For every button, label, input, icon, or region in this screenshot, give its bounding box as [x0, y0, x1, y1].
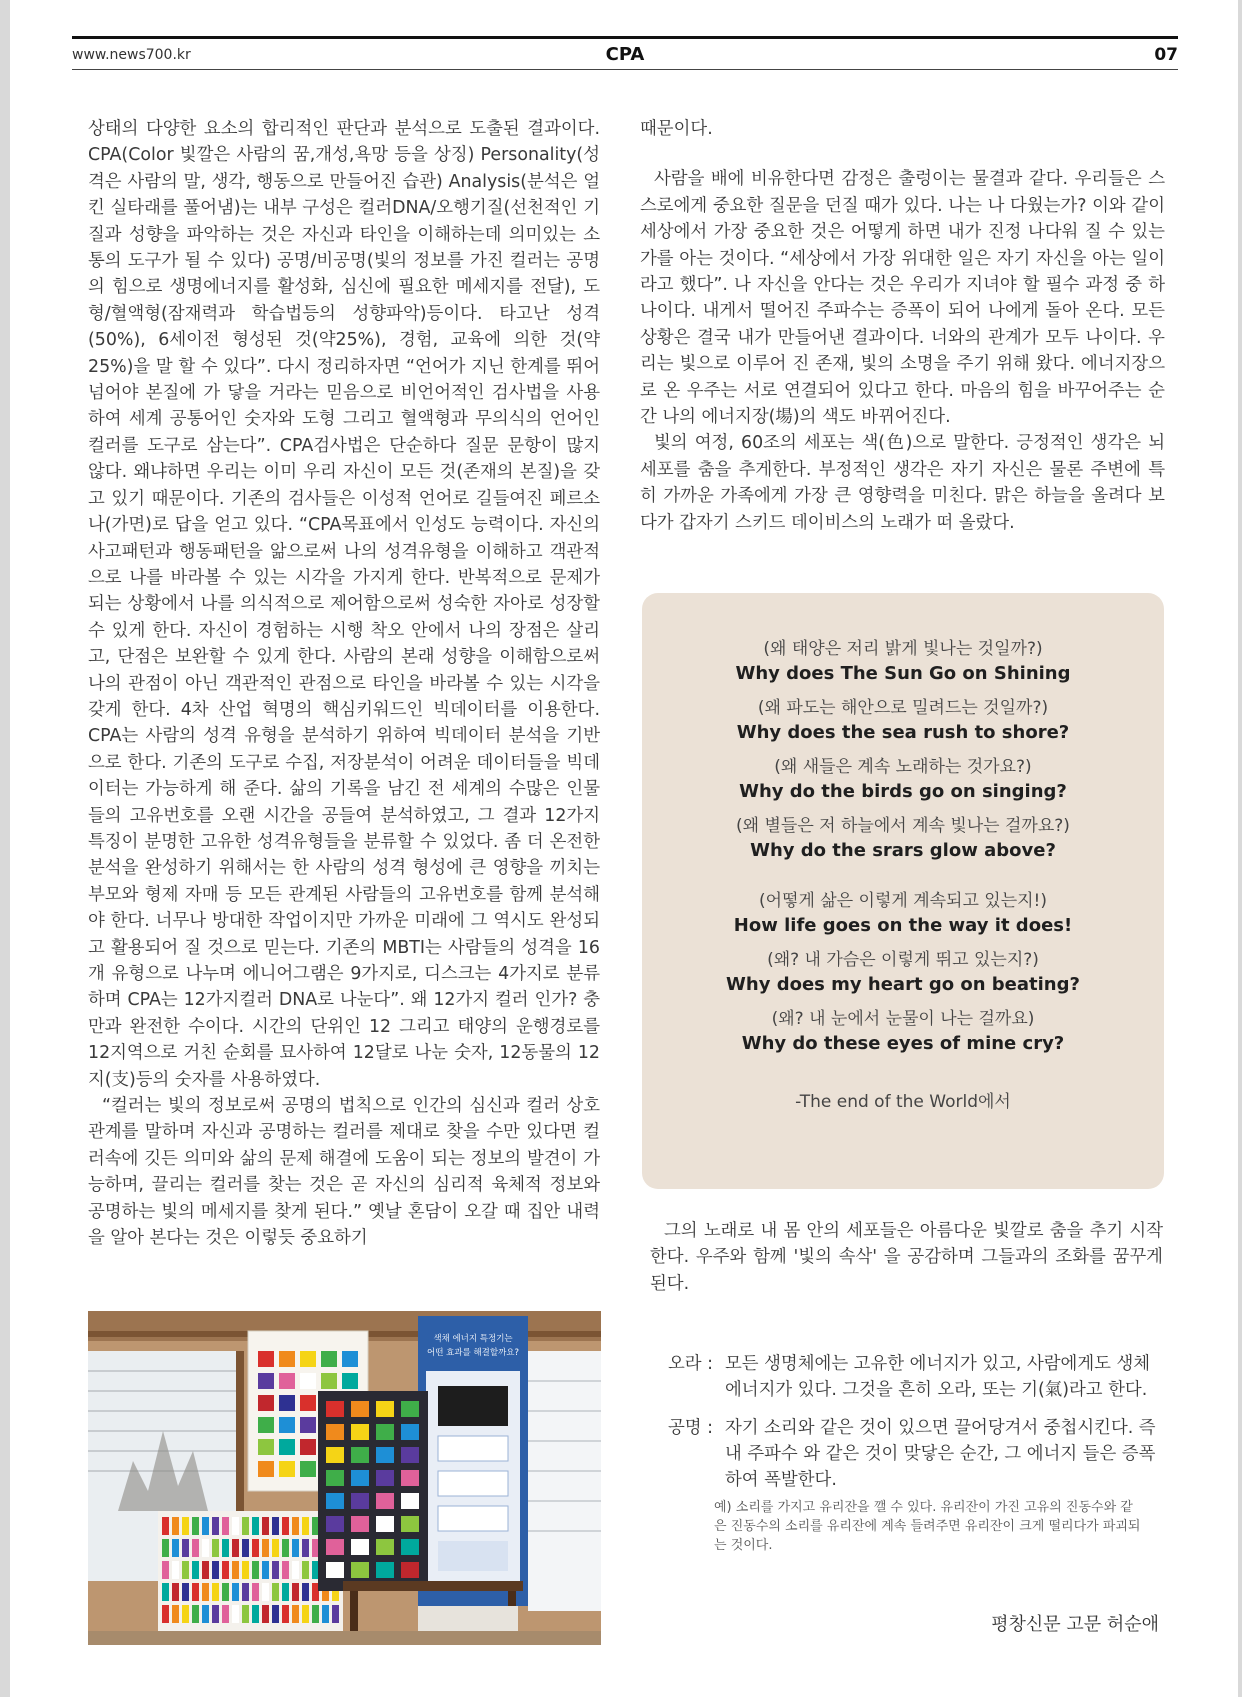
poster-swatch: [279, 1395, 295, 1411]
poster-swatch: [300, 1461, 316, 1477]
color-chip: [351, 1470, 369, 1486]
bottle: [172, 1539, 179, 1557]
banner-title-1: 색채 에너지 특정기는: [433, 1334, 513, 1344]
color-chip: [401, 1539, 419, 1555]
bottle: [232, 1517, 239, 1535]
bottle: [282, 1605, 289, 1623]
right-paragraph-3: 빛의 여정, 60조의 세포는 색(色)으로 말한다. 긍정적인 생각은 뇌 세포를 춤을 추게한다. 부정적인 생각은 자기 자신은 물론 주변에 특히 가까운 가족에게 가장 큰 영향력을 미친다. 맑은 하늘을 올려다 보다가 갑자기 스키드 데이비스의 노래가 떠 올랐다.: [640, 433, 1165, 533]
color-chip: [351, 1539, 369, 1555]
bottle: [302, 1561, 309, 1579]
lyric-english: Why do these eyes of mine cry?: [741, 1033, 1065, 1054]
color-chip: [326, 1424, 344, 1440]
color-chip: [401, 1401, 419, 1417]
color-chip: [376, 1447, 394, 1463]
bottle: [242, 1539, 249, 1557]
poster-swatch: [279, 1351, 295, 1367]
bottle: [182, 1605, 189, 1623]
page-number: 07: [1154, 45, 1178, 65]
glossary-term: 공명 :: [668, 1418, 713, 1438]
lyric-english: Why do the birds go on singing?: [739, 781, 1067, 802]
left-paragraph-1: 상태의 다양한 요소의 합리적인 판단과 분석으로 도출된 결과이다. CPA(Color 빛깔은 사람의 꿈,개성,욕망 등을 상징) Personality(성격은 사람의 말, 생각, 행동으로 만들어진 습관) Analysis(분석은 얼킨 실타래를 풀어냄)는 내부 구성은 컬러DNA/오행기질(선천적인 기질과 성향을 파악하는 것은 자신과 타인을 이해하는데 의미있는 소통의 도구가 될 수 있다) 공명/비공명(빛의 정보를 가진 컬러는 공명의 힘으로 생명에너지를 활성화, 심신에 필요한 메세지를 전달), 도형/혈액형(잠재력과 학습법등의 성향파악)등이다. 타고난 성격(50%), 6세이전 형성된 것(약25%), 경험, 교육에 의한 것(약 25%)을 말 할 수 있다”. 다시 정리하자면 “언어가 지닌 한계를 뛰어 넘어야 본질에 가 닿을 거라는 믿음으로 비언어적인 검사법을 사용하여 세계 공통어인 숫자와 도형 그리고 혈액형과 무의식의 언어인 컬러를 도구로 삼는다”. CPA검사법은 단순하다 질문 문항이 많지 않다. 왜냐하면 우리는 이미 우리 자신이 모든 것(존재의 본질)을 갖고 있기 때문이다. 기존의 검사들은 이성적 언어로 길들여진 페르소나(가면)로 답을 얻고 있다. “CPA목표에서 인성도 능력이다. 자신의 사고패턴과 행동패턴을 앎으로써 나의 성격유형을 이해하고 객관적으로 나를 바라볼 수 있는 시각을 가지게 한다. 반복적으로 문제가 되는 상황에서 나를 의식적으로 제어함으로써 성숙한 자아로 성장할 수 있게 한다. 자신이 경험하는 시행 착오 안에서 나의 장점은 살리고, 단점은 보완할 수 있게 한다. 사람의 본래 성향을 이해함으로써 나의 관점이 아닌 객관적인 관점으로 타인을 바라볼 수 있는 시각을 갖게 한다. 4차 산업 혁명의 핵심키워드인 빅데이터를 이용한다. CPA는 사람의 성격 유형을 분석하기 위하여 빅데이터 분석을 기반으로 한다. 기존의 도구로 수집, 저장분석이 어려운 데이터들을 빅데이터는 가능하게 해 준다. 삶의 기록을 남긴 전 세계의 수많은 인물들의 고유번호를 오랜 시간을 공들여 분석하였고, 그 결과 12가지 특징이 분명한 고유한 성격유형들을 분류할 수 있었다. 좀 더 온전한 분석을 완성하기 위해서는 한 사람의 성격 형성에 큰 영향을 끼치는 부모와 형제 자매 등 모든 관계된 사람들의 고유번호를 함께 분석해야 한다. 너무나 방대한 작업이지만 가까운 미래에 그 역시도 완성되고 활용되어 질 것으로 믿는다. 기존의 MBTI는 사람들의 성격을 16개 유형으로 나누며 에니어그램은 9가지로, 디스크는 4가지로 분류하며 CPA는 12가지컬러 DNA로 나눈다”. 왜 12가지 컬러 인가? 충만과 완전한 수이다. 시간의 단위인 12 그리고 태양의 운행경로를 12지역으로 거친 순회를 묘사하여 12달로 나눈 숫자, 12동물의 12지(支)등의 숫자를 사용하였다.: [88, 119, 600, 1090]
site-url[interactable]: www.news700.kr: [72, 47, 191, 63]
bottle: [302, 1605, 309, 1623]
store-photo: [88, 1311, 601, 1645]
color-chip: [351, 1447, 369, 1463]
poster-swatch: [258, 1351, 274, 1367]
bottle: [232, 1605, 239, 1623]
poster-swatch: [342, 1373, 358, 1389]
color-chip: [401, 1562, 419, 1578]
lyrics-source: -The end of the World에서: [795, 1092, 1011, 1112]
glossary-definition: 모든 생명체에는 고유한 에너지가 있고, 사람에게도 생체 에너지가 있다. 그것을 흔히 오라, 또는 기(氣)라고 한다.: [725, 1354, 1151, 1400]
color-chip: [376, 1493, 394, 1509]
lyric-pair: [642, 889, 1164, 939]
bottle: [272, 1561, 279, 1579]
bottle: [282, 1517, 289, 1535]
poster-swatch: [258, 1439, 274, 1455]
lyric-english: Why does The Sun Go on Shining: [735, 663, 1071, 684]
lyric-korean: (왜 새들은 계속 노래하는 것가요?): [774, 757, 1032, 777]
color-chip: [326, 1493, 344, 1509]
lyric-pair: [642, 1007, 1164, 1057]
color-chip: [326, 1516, 344, 1532]
poster-swatch: [258, 1373, 274, 1389]
color-chip: [376, 1516, 394, 1532]
section-title: CPA: [605, 44, 645, 65]
lyric-pair: [642, 696, 1164, 746]
bottle: [292, 1583, 299, 1601]
bottle: [182, 1583, 189, 1601]
bottle: [162, 1583, 169, 1601]
bottle: [272, 1517, 279, 1535]
bottle: [262, 1561, 269, 1579]
bottle: [332, 1605, 339, 1623]
lyric-korean: (어떻게 삶은 이렇게 계속되고 있는지!): [758, 891, 1048, 911]
bottle: [212, 1517, 219, 1535]
color-chip: [326, 1539, 344, 1555]
bottle: [252, 1517, 259, 1535]
bottle: [232, 1583, 239, 1601]
color-chip: [401, 1470, 419, 1486]
bottle: [202, 1605, 209, 1623]
bottle: [172, 1605, 179, 1623]
right-paragraph-2: 사람을 배에 비유한다면 감정은 출렁이는 물결과 같다. 우리들은 스스로에게 중요한 질문을 던질 때가 있다. 나는 나 다웠는가? 이와 같이 세상에서 가장 중요한 것은 어떻게 하면 내가 진정 나다워 질 수 있는가를 아는 것이다. “세상에서 가장 위대한 일은 자기 자신을 아는 일이라고 했다”. 나 자신을 안다는 것은 우리가 지녀야 할 필수 과정 중 하나이다. 내게서 떨어진 주파수는 증폭이 되어 나에게 돌아 온다. 모든 상황은 결국 내가 만들어낸 결과이다. 너와의 관계가 모두 나이다. 우리는 빛으로 이루어 진 존재, 빛의 소명을 주기 위해 왔다. 에너지장으로 온 우주는 서로 연결되어 있다고 한다. 마음의 힘을 바꾸어주는 순간 나의 에너지장(場)의 색도 바뀌어진다.: [640, 169, 1165, 428]
poster-swatch: [300, 1351, 316, 1367]
author-byline: 평창신문 고문 허순애: [991, 1614, 1159, 1635]
color-chip: [326, 1470, 344, 1486]
bottle: [252, 1539, 259, 1557]
example-note: 예) 소리를 가지고 유리잔을 깰 수 있다. 유리잔이 가진 고유의 진동수와 같은 진동수의 소리를 유리잔에 계속 들려주면 유리잔이 크게 떨리다가 파괴되는 것이다.: [714, 1500, 1141, 1553]
bottle: [252, 1605, 259, 1623]
bottle: [172, 1517, 179, 1535]
bottle: [222, 1583, 229, 1601]
bottle: [262, 1517, 269, 1535]
bottle: [302, 1583, 309, 1601]
bottle: [192, 1517, 199, 1535]
bottle: [212, 1561, 219, 1579]
bottle: [282, 1561, 289, 1579]
color-chip: [401, 1493, 419, 1509]
bottle: [182, 1517, 189, 1535]
poster-swatch: [321, 1373, 337, 1389]
glossary-definition: 자기 소리와 같은 것이 있으면 끌어당겨서 중첩시킨다. 즉 내 주파수 와 같은 것이 맞닿은 순간, 그 에너지 들은 증폭하여 폭발한다.: [725, 1418, 1156, 1490]
lyric-english: How life goes on the way it does!: [733, 915, 1073, 936]
glossary-resonance: [668, 1415, 1168, 1493]
bottle: [192, 1605, 199, 1623]
lyric-pair: [642, 637, 1164, 687]
bottle: [232, 1539, 239, 1557]
bottle: [272, 1605, 279, 1623]
bottle: [292, 1561, 299, 1579]
color-chip: [351, 1562, 369, 1578]
bottle: [202, 1539, 209, 1557]
left-paragraph-2: “컬러는 빛의 정보로써 공명의 법칙으로 인간의 심신과 컬러 상호관계를 말하며 자신과 공명하는 컬러를 제대로 찾을 수만 있다면 컬러속에 깃든 의미와 삶의 문제 해결에 도움이 되는 정보의 발견이 가능하며, 끌리는 컬러를 찾는 것은 곧 자신의 심리적 육체적 정보와 공명하는 빛의 메세지를 찾게 된다.” 옛날 혼담이 오갈 때 집안 내력을 알아 본다는 것은 이렇듯 중요하기: [88, 1096, 600, 1249]
bottle: [262, 1539, 269, 1557]
lyric-pair: [642, 755, 1164, 805]
bottle: [192, 1561, 199, 1579]
bottle: [162, 1539, 169, 1557]
poster-swatch: [279, 1417, 295, 1433]
color-chip: [376, 1562, 394, 1578]
color-chip: [376, 1539, 394, 1555]
bottle: [302, 1517, 309, 1535]
poster-swatch: [300, 1439, 316, 1455]
poster-swatch: [279, 1439, 295, 1455]
poster-swatch: [300, 1395, 316, 1411]
right-paragraph-1: 때문이다.: [640, 119, 713, 139]
bottle: [222, 1517, 229, 1535]
bottle: [242, 1605, 249, 1623]
bottle: [182, 1561, 189, 1579]
poster-swatch: [300, 1417, 316, 1433]
lyric-english: Why does my heart go on beating?: [726, 974, 1080, 995]
bottle: [202, 1583, 209, 1601]
bottle: [242, 1583, 249, 1601]
bottle: [252, 1583, 259, 1601]
newspaper-page: [10, 0, 1238, 1697]
color-chip: [326, 1401, 344, 1417]
lyric-korean: (왜? 내 가슴은 이렇게 뛰고 있는지?): [767, 950, 1039, 970]
bottle: [292, 1605, 299, 1623]
poster-swatch: [342, 1351, 358, 1367]
bottle: [212, 1583, 219, 1601]
color-chip: [401, 1447, 419, 1463]
bottle: [222, 1539, 229, 1557]
color-chip: [376, 1401, 394, 1417]
color-chip: [401, 1516, 419, 1532]
lyric-pair: [642, 948, 1164, 998]
bottle: [232, 1561, 239, 1579]
bottle: [252, 1561, 259, 1579]
bottle: [242, 1561, 249, 1579]
color-chip: [376, 1470, 394, 1486]
poster-swatch: [258, 1461, 274, 1477]
bottle: [302, 1539, 309, 1557]
bottle: [312, 1539, 319, 1557]
lyrics-box: [642, 593, 1164, 1189]
color-chip: [401, 1424, 419, 1440]
bottle: [292, 1517, 299, 1535]
bottle: [202, 1517, 209, 1535]
bottle: [312, 1605, 319, 1623]
bottle: [262, 1583, 269, 1601]
glossary-aura: [668, 1351, 1168, 1403]
bottle: [312, 1583, 319, 1601]
bottle: [172, 1583, 179, 1601]
color-chip: [351, 1424, 369, 1440]
poster-swatch: [258, 1417, 274, 1433]
bottle: [322, 1605, 329, 1623]
bottle: [182, 1539, 189, 1557]
color-chip: [351, 1493, 369, 1509]
bottle: [312, 1517, 319, 1535]
color-chip: [326, 1562, 344, 1578]
poster-swatch: [321, 1351, 337, 1367]
color-chip: [351, 1516, 369, 1532]
bottle: [292, 1539, 299, 1557]
photo-illustration: [88, 1311, 601, 1645]
lyric-korean: (왜 별들은 저 하늘에서 계속 빛나는 걸까요?): [736, 816, 1070, 836]
glossary-term: 오라 :: [668, 1354, 713, 1374]
bottle: [162, 1517, 169, 1535]
lyric-english: Why does the sea rush to shore?: [736, 722, 1070, 743]
bottle: [192, 1539, 199, 1557]
color-chip: [376, 1424, 394, 1440]
bottle: [172, 1561, 179, 1579]
lyric-pair: [642, 814, 1164, 864]
bottle: [222, 1561, 229, 1579]
bottle: [202, 1561, 209, 1579]
bottle: [162, 1605, 169, 1623]
poster-swatch: [300, 1373, 316, 1389]
color-chip: [326, 1447, 344, 1463]
after-lyrics-paragraph: 그의 노래로 내 몸 안의 세포들은 아름다운 빛깔로 춤을 추기 시작한다. 우주와 함께 '빛의 속삭' 을 공감하며 그들과의 조화를 꿈꾸게 된다.: [650, 1221, 1163, 1294]
bottle: [272, 1539, 279, 1557]
bottle: [282, 1539, 289, 1557]
lyric-korean: (왜 태양은 저리 밝게 빛나는 것일까?): [763, 639, 1043, 659]
bottle: [212, 1539, 219, 1557]
page-header: [72, 36, 1178, 70]
color-chip: [351, 1401, 369, 1417]
bottle: [272, 1583, 279, 1601]
right-column: [640, 116, 1165, 536]
bottle: [312, 1561, 319, 1579]
banner-title-2: 어떤 효과를 해결할까요?: [426, 1348, 520, 1358]
lyric-korean: (왜? 내 눈에서 눈물이 나는 걸까요): [771, 1009, 1035, 1029]
left-column: [88, 116, 600, 1251]
lyric-english: Why do the srars glow above?: [750, 840, 1056, 861]
bottle: [242, 1517, 249, 1535]
lyric-korean: (왜 파도는 해안으로 밀려드는 것일까?): [757, 698, 1049, 718]
bottle: [192, 1583, 199, 1601]
bottle: [282, 1583, 289, 1601]
poster-swatch: [258, 1395, 274, 1411]
poster-swatch: [279, 1461, 295, 1477]
bottle: [222, 1605, 229, 1623]
bottle: [162, 1561, 169, 1579]
poster-swatch: [279, 1373, 295, 1389]
bottle: [212, 1605, 219, 1623]
bottle: [262, 1605, 269, 1623]
